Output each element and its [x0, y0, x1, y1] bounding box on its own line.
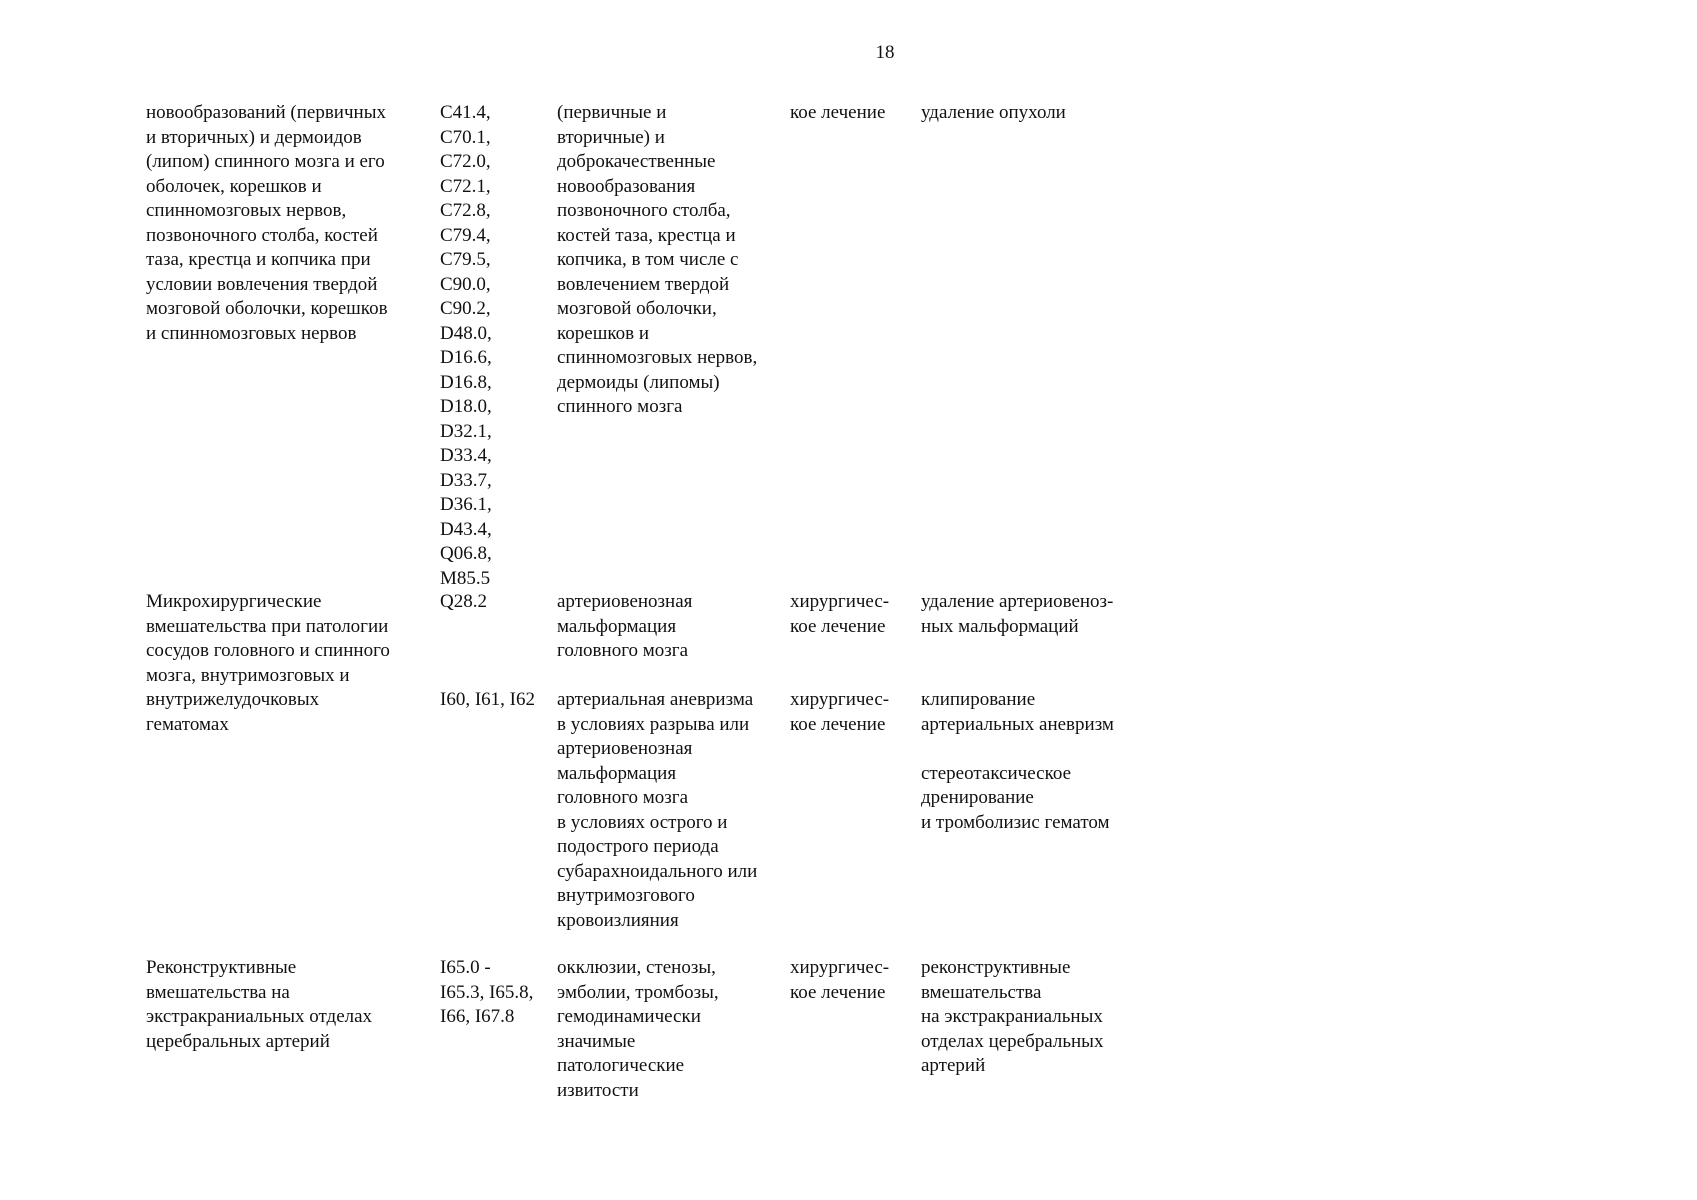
- treatment-method-cell: реконструктивные вмешательства на экстракраниальных отделах церебральных артерий: [921, 957, 1104, 1076]
- profile-cell: Реконструктивные вмешательства на экстракраниальных отделах церебральных артерий: [146, 957, 373, 1052]
- patient-model-cell: (первичные и вторичные) и доброкачественные новообразования позвоночного столба, костей таза, крестца и копчика, в том числе с вовлечением твердой мозговой оболочки, корешков и спинномозговых нервов, дермоиды (липомы) спинного мозга: [557, 102, 758, 417]
- profile-cell: Микрохирургические вмешательства при патологии сосудов головного и спинного мозга, внутримозговых и внутрижелудочковых гематомах: [146, 591, 390, 735]
- page-number: 18: [875, 42, 895, 63]
- patient-model-cell: артериальная аневризма в условиях разрыва или артериовенозная мальформация головного мозга в условиях острого и подострого периода субарахноидального или внутримозгового кровоизлияния: [557, 689, 758, 931]
- patient-model-cell: окклюзии, стенозы, эмболии, тромбозы, гемодинамически значимые патологические извитости: [557, 957, 719, 1101]
- treatment-type-cell: хирургичес- кое лечение: [790, 689, 890, 735]
- treatment-method-cell: удаление опухоли: [921, 102, 1066, 123]
- icd-codes-cell: Q28.2: [440, 591, 487, 612]
- profile-cell: новообразований (первичных и вторичных) и дермоидов (липом) спинного мозга и его оболочек, корешков и спинномозговых нервов, позвоночного столба, костей таза, крестца и копчика при условии вовлечения твердой мозговой оболочки, корешков и спинномозговых нервов: [146, 102, 388, 344]
- treatment-type-cell: хирургичес- кое лечение: [790, 591, 890, 637]
- patient-model-cell: артериовенозная мальформация головного мозга: [557, 591, 693, 661]
- icd-codes-cell: C41.4, C70.1, C72.0, C72.1, C72.8, C79.4, C79.5, C90.0, C90.2, D48.0, D16.6, D16.8, D18.0, D32.1, D33.4, D33.7, D36.1, D43.4, Q06.8, M85.5: [440, 102, 492, 589]
- treatment-type-cell: кое лечение: [790, 102, 886, 123]
- treatment-type-cell: хирургичес- кое лечение: [790, 957, 890, 1003]
- treatment-method-cell: удаление артериовеноз- ных мальформаций: [921, 591, 1114, 637]
- icd-codes-cell: I60, I61, I62: [440, 689, 535, 710]
- treatment-method-cell: клипирование артериальных аневризм стереотаксическое дренирование и тромболизис гематом: [921, 689, 1114, 833]
- icd-codes-cell: I65.0 - I65.3, I65.8, I66, I67.8: [440, 957, 534, 1027]
